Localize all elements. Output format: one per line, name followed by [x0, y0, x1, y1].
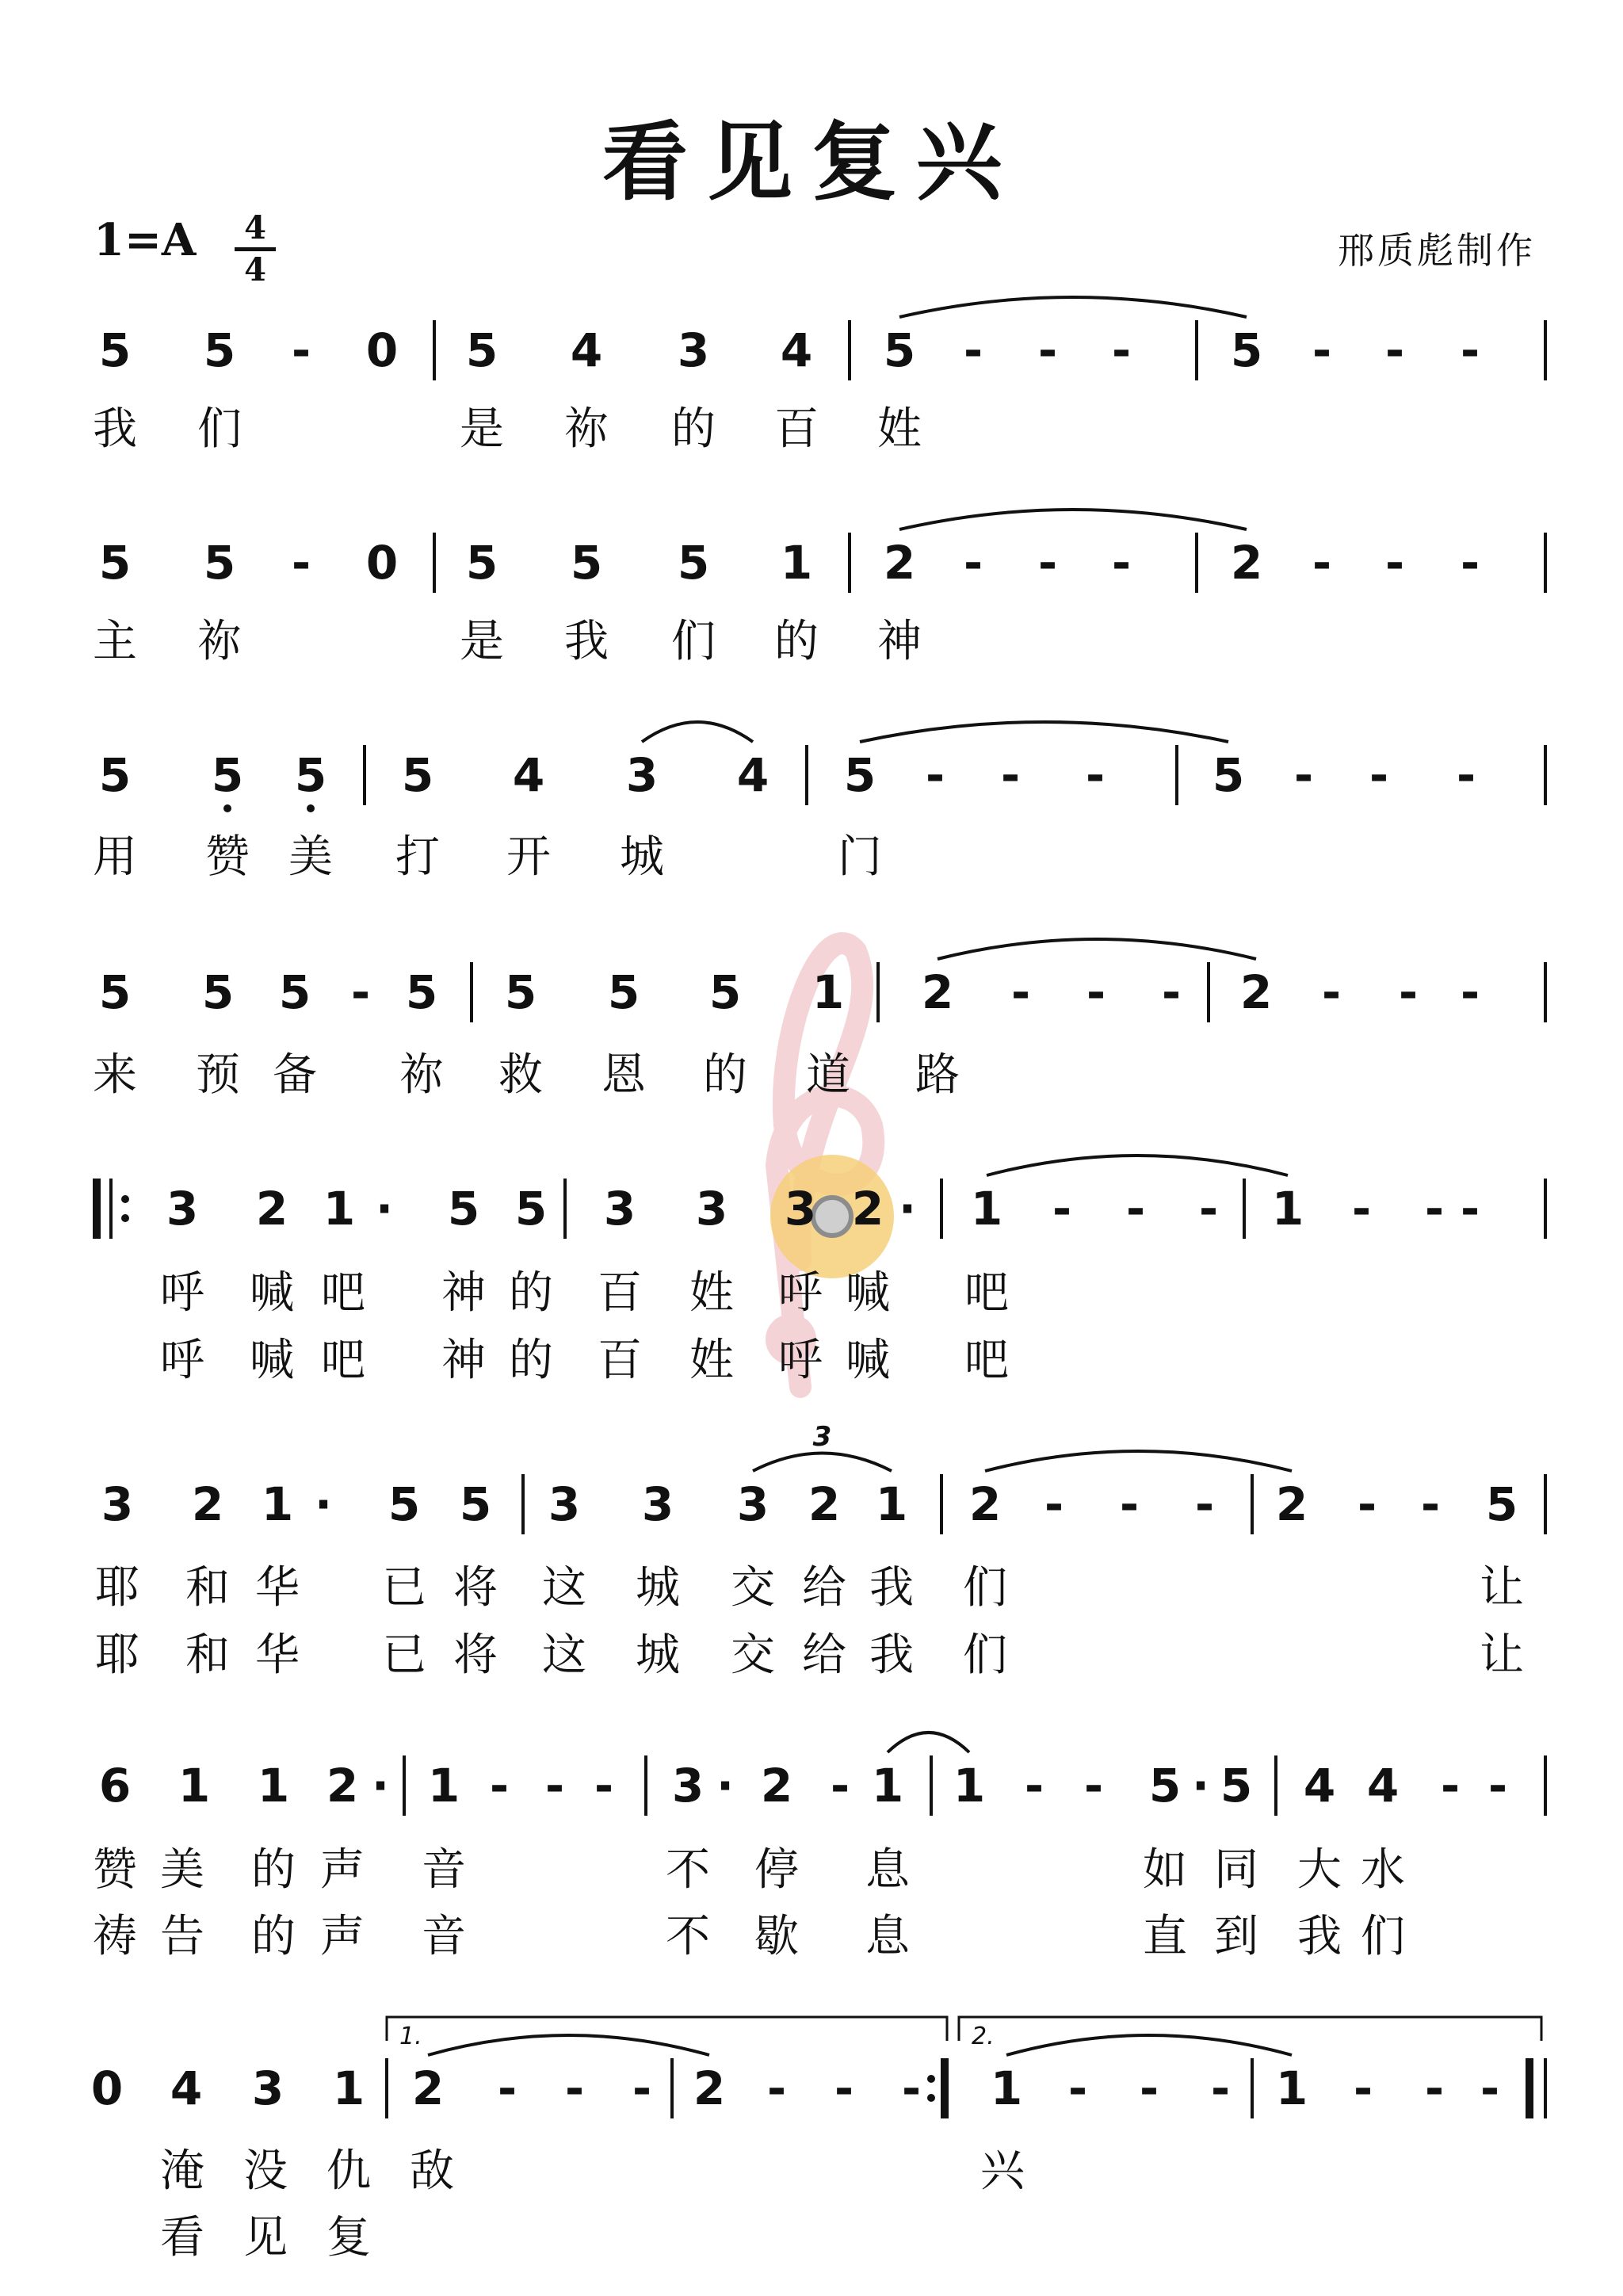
lyric-char: 城 [636, 1629, 680, 1681]
note: 3 [671, 1759, 705, 1813]
note: - [1083, 1759, 1104, 1813]
lyric-char: 将 [453, 1562, 498, 1614]
tie-arc [899, 297, 1247, 317]
note: 3 [784, 1182, 817, 1236]
lyric-char: 看 [160, 2212, 204, 2264]
lyric-char: 姓 [689, 1267, 734, 1319]
note: 1 [875, 1477, 908, 1531]
note: 4 [512, 748, 545, 802]
lyric-char: 神 [877, 616, 922, 667]
note: 3 [677, 323, 710, 377]
note: - [925, 748, 945, 802]
lyric-char: 们 [963, 1562, 1007, 1614]
tie-arc [899, 510, 1247, 529]
lyric-char: 息 [865, 1844, 910, 1896]
note: 3 [625, 748, 659, 802]
note: - [1194, 1477, 1215, 1531]
note: · [716, 1759, 735, 1813]
lyric-char: 百 [598, 1335, 642, 1386]
tie-arc [938, 939, 1256, 959]
lyric-char: 用 [93, 831, 137, 883]
note: · [314, 1477, 333, 1531]
tie-arc [860, 722, 1228, 742]
lyric-char: 来 [93, 1049, 137, 1101]
note: 5 [388, 1477, 421, 1531]
lyric-char: 这 [542, 1562, 586, 1614]
note: 5 [677, 536, 710, 590]
note: - [1369, 748, 1389, 802]
note: - [1456, 748, 1476, 802]
time-signature-bottom: 4 [244, 251, 266, 288]
note: 1 [427, 1759, 460, 1813]
note: 5 [459, 1477, 492, 1531]
note: 5 [465, 536, 498, 590]
note: 0 [365, 536, 399, 590]
lyric-char: 息 [865, 1911, 910, 1962]
note: - [1024, 1759, 1044, 1813]
lyric-char: 呼 [160, 1267, 204, 1319]
lyric-char: 是 [460, 403, 504, 455]
lyric-char: 交 [731, 1629, 775, 1681]
note: - [1424, 2061, 1445, 2115]
lyric-char: 呼 [778, 1335, 823, 1386]
lyric-char: 的 [251, 1911, 296, 1962]
note: 1 [953, 1759, 986, 1813]
lyric-char: 让 [1480, 1629, 1524, 1681]
lyric-char: 华 [255, 1562, 300, 1614]
note: - [1440, 1759, 1461, 1813]
note: 2 [968, 1477, 1002, 1531]
note: 2 [411, 2061, 445, 2115]
note: - [1010, 965, 1031, 1019]
note: 2 [851, 1182, 884, 1236]
note: 2 [1275, 1477, 1308, 1531]
note: · [371, 1759, 390, 1813]
lyric-char: 耶 [95, 1629, 139, 1681]
lyric-char: 交 [731, 1562, 775, 1614]
lyric-char: 的 [509, 1335, 553, 1386]
playback-cursor-dot[interactable] [813, 1198, 851, 1236]
note: 1 [257, 1759, 290, 1813]
note: - [1357, 1477, 1377, 1531]
lyric-char: 和 [185, 1629, 230, 1681]
lyric-char: 祢 [564, 403, 609, 455]
lyric-char: 淹 [160, 2145, 204, 2197]
lyric-char: 祢 [197, 616, 242, 667]
note: - [489, 1759, 510, 1813]
note: 3 [251, 2061, 285, 2115]
note: 2 [326, 1759, 359, 1813]
volta-label: 2. [972, 2023, 995, 2050]
note: 5 [1485, 1477, 1518, 1531]
lyric-char: 吧 [964, 1335, 1009, 1386]
time-signature-top: 4 [244, 209, 266, 246]
note: 5 [294, 748, 327, 802]
note: 5 [98, 748, 132, 802]
note: - [1111, 536, 1132, 590]
lyric-char: 的 [671, 403, 716, 455]
note: 2 [693, 2061, 726, 2115]
lyric-char: 呼 [160, 1335, 204, 1386]
note: - [1353, 2061, 1373, 2115]
note: 3 [641, 1477, 674, 1531]
lyric-char: 仇 [327, 2145, 371, 2197]
note: 5 [203, 536, 236, 590]
note: - [1161, 965, 1182, 1019]
note: 1 [1271, 1182, 1304, 1236]
lyric-char: 备 [273, 1049, 317, 1101]
note: - [291, 536, 311, 590]
volta-bracket [387, 2017, 947, 2041]
lyric-char: 不 [666, 1844, 710, 1896]
note: · [375, 1182, 394, 1236]
lyric-char: 的 [774, 616, 819, 667]
note: - [1067, 2061, 1088, 2115]
note: 4 [780, 323, 813, 377]
note: - [830, 1759, 850, 1813]
note: - [1398, 965, 1419, 1019]
note: 5 [1148, 1759, 1182, 1813]
key-signature: 1=A [94, 214, 197, 266]
lyric-char: 美 [160, 1844, 204, 1896]
lyric-char: 敌 [410, 2145, 454, 2197]
lyric-char: 我 [564, 616, 609, 667]
tie-arc [1006, 2035, 1292, 2055]
lyric-char: 见 [243, 2212, 288, 2264]
note: 1 [1275, 2061, 1308, 2115]
note: - [1460, 536, 1480, 590]
lyric-char: 的 [703, 1049, 747, 1101]
repeat-dot [927, 2094, 935, 2102]
lyric-char: 姓 [877, 403, 922, 455]
lyric-char: 美 [288, 831, 333, 883]
note: 3 [736, 1477, 769, 1531]
lyric-char: 给 [802, 1562, 846, 1614]
lyric-char: 呼 [778, 1267, 823, 1319]
note: 5 [447, 1182, 480, 1236]
lyric-char: 门 [838, 831, 882, 883]
note: 5 [1230, 323, 1263, 377]
volta-label: 1. [399, 2023, 422, 2050]
note: - [1085, 748, 1106, 802]
note: - [350, 965, 371, 1019]
lyric-char: 水 [1361, 1844, 1405, 1896]
lyric-char: 城 [636, 1562, 680, 1614]
lyric-char: 音 [422, 1911, 466, 1962]
note: · [1191, 1759, 1210, 1813]
lyric-char: 复 [327, 2212, 371, 2264]
lyric-char: 吧 [321, 1335, 365, 1386]
note: - [1086, 965, 1106, 1019]
note: 2 [760, 1759, 793, 1813]
note: - [766, 2061, 787, 2115]
note: 3 [548, 1477, 581, 1531]
note: 5 [1212, 748, 1245, 802]
score-rows [91, 297, 1545, 2264]
lyric-char: 神 [441, 1267, 486, 1319]
lyric-char: 不 [666, 1911, 710, 1962]
lyric-char: 们 [197, 403, 242, 455]
note: 1 [261, 1477, 294, 1531]
lyric-char: 们 [671, 616, 716, 667]
note: 5 [465, 323, 498, 377]
note: - [1487, 1759, 1508, 1813]
note: 4 [736, 748, 769, 802]
note: - [1384, 323, 1405, 377]
lyric-char: 我 [869, 1562, 914, 1614]
lyric-char: 救 [498, 1049, 543, 1101]
note: - [1384, 536, 1405, 590]
triplet-number: 3 [812, 1421, 832, 1453]
tie-arc [428, 2035, 709, 2055]
lyric-char: 大 [1297, 1844, 1342, 1896]
song-title: 看见复兴 [601, 113, 1021, 212]
note: - [497, 2061, 517, 2115]
lyric-char: 给 [802, 1629, 846, 1681]
note: - [963, 536, 983, 590]
note: 2 [191, 1477, 224, 1531]
note: 5 [98, 965, 132, 1019]
note: 2 [1239, 965, 1273, 1019]
lyric-char: 兴 [980, 2145, 1025, 2197]
author-credit: 邢质彪制作 [1338, 229, 1536, 272]
lyric-char: 没 [243, 2145, 288, 2197]
note: 3 [101, 1477, 134, 1531]
note: 2 [921, 965, 954, 1019]
note: - [1293, 748, 1314, 802]
lyric-char: 如 [1143, 1844, 1187, 1896]
lyric-char: 主 [93, 616, 137, 667]
note: 5 [211, 748, 244, 802]
lyric-char: 歇 [754, 1911, 799, 1962]
note: - [1037, 323, 1058, 377]
lyric-char: 预 [196, 1049, 240, 1101]
note: - [1052, 1182, 1072, 1236]
repeat-dot [927, 2075, 935, 2083]
lyric-char: 已 [382, 1562, 426, 1614]
note: 5 [514, 1182, 548, 1236]
note: - [1312, 536, 1332, 590]
lyric-char: 喊 [250, 1335, 294, 1386]
note: - [1111, 323, 1132, 377]
lyric-char: 到 [1214, 1911, 1258, 1962]
note: - [1312, 323, 1332, 377]
octave-dot [307, 804, 315, 812]
lyric-char: 祢 [399, 1049, 444, 1101]
note: 0 [365, 323, 399, 377]
lyric-char: 喊 [250, 1267, 294, 1319]
lyric-char: 喊 [846, 1335, 890, 1386]
note: - [544, 1759, 565, 1813]
note: 3 [166, 1182, 199, 1236]
note: 1 [178, 1759, 211, 1813]
lyric-char: 同 [1214, 1844, 1258, 1896]
octave-dot [223, 804, 231, 812]
note: - [1460, 1182, 1480, 1236]
lyric-char: 我 [93, 403, 137, 455]
note: 5 [607, 965, 640, 1019]
note: 5 [405, 965, 438, 1019]
lyric-char: 和 [185, 1562, 230, 1614]
note: - [1460, 965, 1480, 1019]
note: - [1460, 323, 1480, 377]
note: 1 [970, 1182, 1003, 1236]
lyric-char: 声 [320, 1911, 365, 1962]
note: 2 [808, 1477, 841, 1531]
note: 4 [1366, 1759, 1400, 1813]
note: 1 [871, 1759, 904, 1813]
lyric-char: 们 [1361, 1911, 1405, 1962]
note: - [1037, 536, 1058, 590]
lyric-char: 打 [395, 831, 440, 883]
note: 5 [278, 965, 311, 1019]
tie-arc [987, 1156, 1288, 1175]
volta-bracket [959, 2017, 1541, 2041]
lyric-char: 恩 [601, 1049, 646, 1101]
lyric-char: 城 [620, 831, 664, 883]
lyric-char: 神 [441, 1335, 486, 1386]
lyric-char: 吧 [321, 1267, 365, 1319]
lyric-char: 祷 [93, 1911, 137, 1962]
lyric-char: 耶 [95, 1562, 139, 1614]
lyric-char: 路 [915, 1049, 960, 1101]
note: 5 [98, 536, 132, 590]
note: 4 [1303, 1759, 1336, 1813]
lyric-char: 告 [160, 1911, 204, 1962]
note: - [1198, 1182, 1219, 1236]
note: 3 [695, 1182, 728, 1236]
note: 3 [603, 1182, 636, 1236]
lyric-char: 百 [774, 403, 819, 455]
note: 1 [332, 2061, 365, 2115]
lyric-char: 华 [255, 1629, 300, 1681]
note: - [291, 323, 311, 377]
note: - [834, 2061, 854, 2115]
note: 1 [323, 1182, 356, 1236]
note: - [1119, 1477, 1140, 1531]
lyric-char: 的 [509, 1267, 553, 1319]
repeat-dot [121, 1214, 129, 1222]
note: 5 [203, 323, 236, 377]
triplet-arc [753, 1454, 892, 1472]
note: - [564, 2061, 585, 2115]
lyric-char: 直 [1143, 1911, 1187, 1962]
lyric-char: 停 [754, 1844, 799, 1896]
note: 5 [883, 323, 916, 377]
lyric-char: 喊 [846, 1267, 890, 1319]
note: - [1000, 748, 1021, 802]
note: · [898, 1182, 917, 1236]
lyric-char: 让 [1480, 1562, 1524, 1614]
note: 2 [883, 536, 916, 590]
lyric-char: 百 [598, 1267, 642, 1319]
note: 4 [570, 323, 603, 377]
lyric-char: 道 [806, 1049, 850, 1101]
note: 5 [1220, 1759, 1253, 1813]
lyric-char: 音 [422, 1844, 466, 1896]
lyric-char: 吧 [964, 1267, 1009, 1319]
note: - [632, 2061, 652, 2115]
note: - [901, 2061, 922, 2115]
note: 0 [90, 2061, 124, 2115]
note: - [1125, 1182, 1146, 1236]
note: 1 [990, 2061, 1023, 2115]
note: 5 [843, 748, 876, 802]
lyric-char: 我 [1297, 1911, 1342, 1962]
note: - [1321, 965, 1342, 1019]
lyric-char: 声 [320, 1844, 365, 1896]
note: - [594, 1759, 614, 1813]
note: 5 [201, 965, 235, 1019]
tie-arc [985, 1451, 1292, 1471]
note: 5 [708, 965, 742, 1019]
note: - [1351, 1182, 1372, 1236]
note: - [1139, 2061, 1159, 2115]
lyric-char: 姓 [689, 1335, 734, 1386]
note: 1 [812, 965, 845, 1019]
tie-arc [642, 722, 753, 742]
lyric-char: 我 [869, 1629, 914, 1681]
lyric-char: 赞 [93, 1844, 137, 1896]
lyric-char: 开 [506, 831, 551, 883]
note: 4 [170, 2061, 203, 2115]
note: 1 [780, 536, 813, 590]
note: - [1424, 1182, 1445, 1236]
note: - [963, 323, 983, 377]
note: 5 [98, 323, 132, 377]
note: - [1480, 2061, 1500, 2115]
note: 5 [570, 536, 603, 590]
note: - [1420, 1477, 1441, 1531]
tie-arc [888, 1733, 969, 1752]
note: 5 [401, 748, 434, 802]
note: 6 [98, 1759, 132, 1813]
lyric-char: 赞 [205, 831, 250, 883]
lyric-char: 已 [382, 1629, 426, 1681]
lyric-char: 这 [542, 1629, 586, 1681]
lyric-char: 们 [963, 1629, 1007, 1681]
lyric-char: 的 [251, 1844, 296, 1896]
note: 2 [255, 1182, 288, 1236]
lyric-char: 是 [460, 616, 504, 667]
repeat-dot [121, 1195, 129, 1203]
note: 2 [1230, 536, 1263, 590]
lyric-char: 将 [453, 1629, 498, 1681]
note: - [1044, 1477, 1064, 1531]
note: - [1210, 2061, 1231, 2115]
note: 5 [504, 965, 537, 1019]
